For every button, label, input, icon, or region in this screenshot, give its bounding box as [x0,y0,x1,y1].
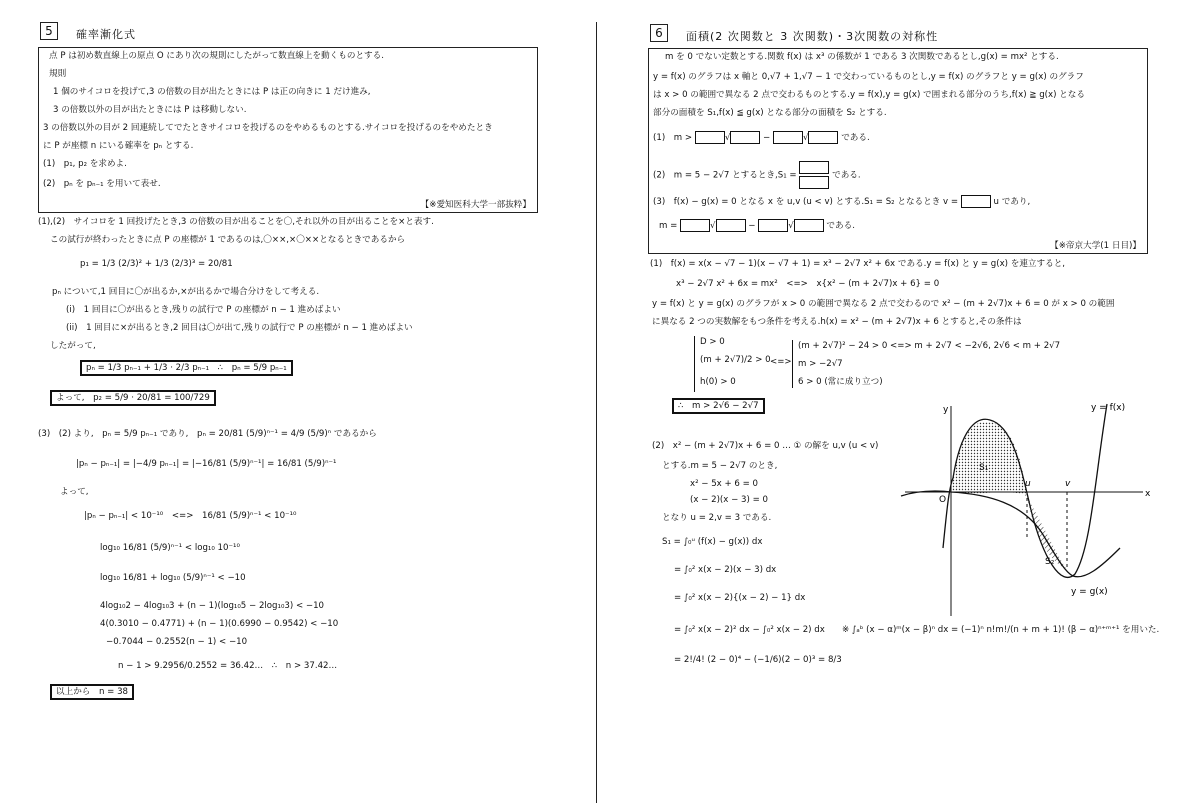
answer-blank [680,219,710,232]
x-axis-label: x [1145,489,1151,499]
problem-line: (1) p₁, p₂ を求めよ. [43,159,127,169]
answer-blank [808,131,838,144]
condition-line: m > −2√7 [798,359,843,369]
section-number-5: 5 [40,22,58,40]
solution-line: |pₙ − pₙ₋₁| < 10⁻¹⁰ <=> 16/81 (5/9)ⁿ⁻¹ < 10⁻¹⁰ [84,511,297,521]
solution-line: この試行が終わったときに点 P の座標が 1 であるのは,〇××,×〇××となるときであるから [50,235,406,245]
answer-blank [799,161,829,174]
problem-source: 【※愛知医科大学一部抜粋】 [420,200,531,210]
problem-line: 1 個のサイコロを投げて,3 の倍数の目が出たときには P は正の向きに 1 だけ進み, [53,87,371,97]
solution-line: に異なる 2 つの実数解をもつ条件を考える.h(x) = x² − (m + 2√7)x + 6 とすると,その条件は [652,317,1022,327]
solution-p2: よって, p₂ = 5/9 · 20/81 = 100/729 [50,392,216,404]
solution-line: −0.7044 − 0.2552(n − 1) < −10 [106,637,248,647]
section-number-6: 6 [650,24,668,42]
answer-blank [961,195,991,208]
answer-blank [730,131,760,144]
origin-label: O [939,495,947,505]
region-s1 [951,422,1027,496]
solution-formula-p1: p₁ = 1/3 (2/3)² + 1/3 (2/3)³ = 20/81 [80,259,233,269]
condition-brace [792,340,794,388]
solution-line: (3) (2) より, pₙ = 5/9 pₙ₋₁ であり, pₙ = 20/81 (5/9)ⁿ⁻¹ = 4/9 (5/9)ⁿ であるから [38,429,377,439]
solution-line: (1),(2) サイコロを 1 回投げたとき,3 の倍数の目が出ることを〇,それ以外の目が出ることを×と表す. [38,217,434,227]
solution-line: y = f(x) と y = g(x) のグラフが x > 0 の範囲で異なる 2 点で交わるので x² − (m + 2√7)x + 6 = 0 が x > 0 の範囲 [652,299,1115,309]
solution-line: pₙ について,1 回目に〇が出るか,×が出るかで場合分けをして考える. [52,287,320,297]
solution-line: (2) x² − (m + 2√7)x + 6 = 0 … ① の解を u,v (u < v) [652,441,879,451]
solution-line: x² − 5x + 6 = 0 [690,479,759,489]
solution-line: log₁₀ 16/81 + log₁₀ (5/9)ⁿ⁻¹ < −10 [100,573,246,583]
problem-box-right [648,48,1148,254]
solution-line: (x − 2)(x − 3) = 0 [690,495,768,505]
solution-line: (i) 1 回目に〇が出るとき,残りの試行で P の座標が n − 1 進めばよい [66,305,341,315]
solution-line: 4log₁₀2 − 4log₁₀3 + (n − 1)(log₁₀5 − 2log₁₀3) < −10 [100,601,325,611]
s1-label: S₁ [979,463,989,473]
section-title-right: 面積(2 次関数と 3 次関数)・3次関数の対称性 [686,30,939,43]
problem-line: に P が座標 n にいる確率を pₙ とする. [43,141,194,151]
question-2: (2) m = 5 − 2√7 とするとき,S₁ = である. [653,161,861,189]
question-3b: m = √ − √ である. [659,221,855,231]
g-label: y = g(x) [1071,587,1108,597]
question-3: (3) f(x) − g(x) = 0 となる x を u,v (u < v) とする.S₁ = S₂ となるとき v = u であり, [653,197,1031,207]
answer-blank [716,219,746,232]
problem-line: 部分の面積を S₁,f(x) ≦ g(x) となる部分の面積を S₂ とする. [653,108,887,118]
f-label: y = f(x) [1091,403,1126,413]
solution-line: 4(0.3010 − 0.4771) + (n − 1)(0.6990 − 0.9542) < −10 [100,619,339,629]
problem-line: 3 の倍数以外の目が出たときには P は移動しない. [53,105,247,115]
answer-blank [799,176,829,189]
problem-source: 【※帝京大学(1 日目)】 [1050,241,1141,251]
equivalence-arrow: <=> [770,357,792,367]
section-title-left: 確率漸化式 [76,28,136,41]
solution-line: x³ − 2√7 x² + 6x = mx² <=> x{x² − (m + 2√7)x + 6} = 0 [676,279,940,289]
problem-line: m を 0 でない定数とする.関数 f(x) は x³ の係数が 1 である 3 次関数であるとし,g(x) = mx² とする. [665,52,1059,62]
solution-line: = ∫₀² x(x − 2){(x − 2) − 1} dx [674,593,806,603]
problem-line: 点 P は初め数直線上の原点 O にあり次の規則にしたがって数直線上を動くものとする. [49,51,384,61]
solution-line: = ∫₀² x(x − 2)(x − 3) dx [674,565,777,575]
condition-line: h(0) > 0 [700,377,736,387]
solution-line: S₁ = ∫₀ᵘ (f(x) − g(x)) dx [662,537,763,547]
solution-line: n − 1 > 9.2956/0.2552 = 36.42… ∴ n > 37.42… [118,661,338,671]
solution-line: |pₙ − pₙ₋₁| = |−4/9 pₙ₋₁| = |−16/81 (5/9)ⁿ⁻¹| = 16/81 (5/9)ⁿ⁻¹ [76,459,337,469]
solution-recurrence: pₙ = 1/3 pₙ₋₁ + 1/3 · 2/3 pₙ₋₁ ∴ pₙ = 5/9 pₙ₋₁ [80,362,293,374]
curve-g [901,491,1120,577]
y-axis-label: y [943,405,949,415]
answer-blank [794,219,824,232]
condition-line: (m + 2√7)/2 > 0 [700,355,771,365]
s2-label: S₂ [1045,557,1055,567]
solution-line: (ii) 1 回目に×が出るとき,2 回目は〇が出て,残りの試行で P の座標が n − 1 進めばよい [66,323,413,333]
function-graph [895,398,1155,628]
problem-line: は x > 0 の範囲で異なる 2 点で交わるものとする.y = f(x),y = g(x) で囲まれる部分のうち,f(x) ≧ g(x) となる [653,90,1085,100]
column-divider [596,22,597,803]
solution-line: よって, [60,487,89,497]
fraction-blank [799,161,829,189]
condition-line: D > 0 [700,337,725,347]
condition-line: (m + 2√7)² − 24 > 0 <=> m + 2√7 < −2√6, 2√6 < m + 2√7 [798,341,1061,351]
solution-line: とする.m = 5 − 2√7 のとき, [662,461,778,471]
solution-line: したがって, [50,341,96,351]
answer-blank [758,219,788,232]
problem-box-left [38,47,538,213]
solution-line-final: = 2!/4! (2 − 0)⁴ − (−1/6)(2 − 0)³ = 8/3 [674,655,842,665]
v-label: v [1065,479,1071,489]
solution-line: log₁₀ 16/81 (5/9)ⁿ⁻¹ < log₁₀ 10⁻¹⁰ [100,543,240,553]
problem-line: y = f(x) のグラフは x 軸と 0,√7 + 1,√7 − 1 で交わっているものとし,y = f(x) のグラフと y = g(x) のグラフ [653,72,1084,82]
answer-blank [695,131,725,144]
solution-answer-n: 以上から n = 38 [50,686,134,698]
condition-line: 6 > 0 (常に成り立つ) [798,377,883,387]
problem-line: 規則 [49,69,67,79]
solution-line: となり u = 2,v = 3 である. [662,513,772,523]
solution-line: (1) f(x) = x(x − √7 − 1)(x − √7 + 1) = x³ − 2√7 x² + 6x である.y = f(x) と y = g(x) を連立すると, [650,259,1066,269]
condition-brace [694,336,696,392]
answer-blank [773,131,803,144]
question-1: (1) m > √ − √ である. [653,133,870,143]
problem-line: (2) pₙ を pₙ₋₁ を用いて表せ. [43,179,161,189]
problem-line: 3 の倍数以外の目が 2 回連続してでたときサイコロを投げるのをやめるものとする.サイコロを投げるのをやめたとき [43,123,493,133]
solution-line: = ∫₀² x(x − 2)² dx − ∫₀² x(x − 2) dx ※ ∫ₐᵇ (x − α)ᵐ(x − β)ⁿ dx = (−1)ⁿ n!m!/(n + m + 1)! (β − α)ⁿ⁺ᵐ⁺¹ を用いた. [674,625,1160,635]
solution-answer-m: ∴ m > 2√6 − 2√7 [672,400,765,412]
u-label: u [1025,479,1031,489]
